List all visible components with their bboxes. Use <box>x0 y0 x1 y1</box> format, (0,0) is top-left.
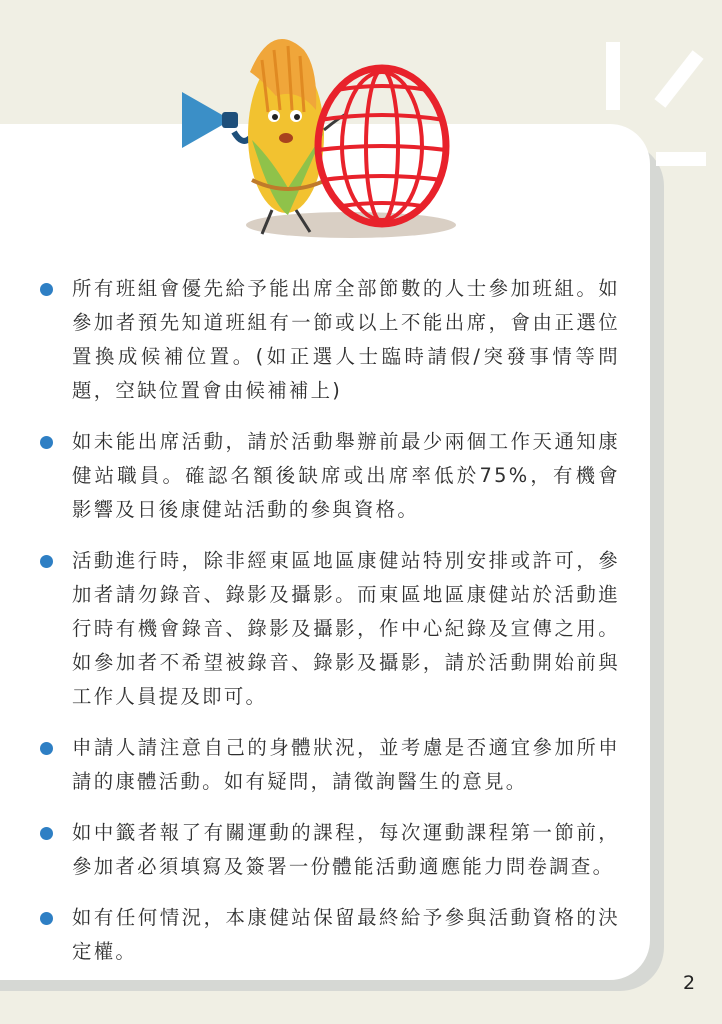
list-item-text: 如有任何情況，本康健站保留最終給予參與活動資格的決定權。 <box>72 906 620 963</box>
bullet-dot-icon <box>40 555 53 568</box>
list-item-text: 申請人請注意自己的身體狀況，並考慮是否適宜參加所申請的康體活動。如有疑問，請徵詢醫生的意見。 <box>72 736 620 793</box>
list-item-text: 活動進行時，除非經東區地區康健站特別安排或許可，參加者請勿錄音、錄影及攝影。而東區地區康健站於活動進行時有機會錄音、錄影及攝影，作中心紀錄及宣傳之用。如參加者不希望被錄音、錄影及攝影，請於活動開始前與工作人員提及即可。 <box>72 549 620 708</box>
list-item <box>40 425 620 527</box>
page-number: 2 <box>683 972 696 994</box>
list-item-text: 如中籤者報了有關運動的課程，每次運動課程第一節前，參加者必須填寫及簽署一份體能活動適應能力問卷調查。 <box>72 821 620 878</box>
corn-mascot-with-megaphone-and-net-icon <box>176 20 456 242</box>
bullet-dot-icon <box>40 742 53 755</box>
bullet-dot-icon <box>40 436 53 449</box>
list-item <box>40 544 620 714</box>
list-item-text: 所有班組會優先給予能出席全部節數的人士參加班組。如參加者預先知道班組有一節或以上不能出席，會由正選位置換成候補位置。(如正選人士臨時請假/突發事情等問題，空缺位置會由候補補上) <box>72 277 620 402</box>
list-item <box>40 901 620 969</box>
terms-list <box>40 272 620 986</box>
list-item-text: 如未能出席活動，請於活動舉辦前最少兩個工作天通知康健站職員。確認名額後缺席或出席率低於75%，有機會影響及日後康健站活動的參與資格。 <box>72 430 620 521</box>
bullet-dot-icon <box>40 912 53 925</box>
list-item <box>40 731 620 799</box>
bullet-dot-icon <box>40 827 53 840</box>
list-item <box>40 816 620 884</box>
sun-rays-decoration <box>600 40 710 180</box>
list-item <box>40 272 620 408</box>
bullet-dot-icon <box>40 283 53 296</box>
